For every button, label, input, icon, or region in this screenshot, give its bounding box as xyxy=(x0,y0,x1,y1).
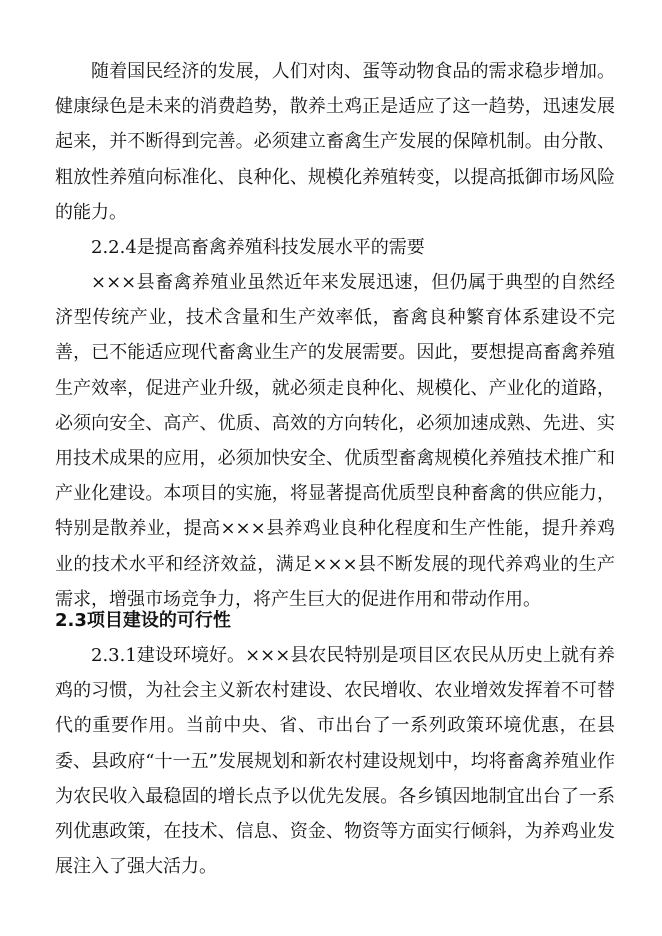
section-heading-2-3: 2.3项目建设的可行性 xyxy=(55,610,231,631)
paragraph-technology-level: ×××县畜禽养殖业虽然近年来发展迅速，但仍属于典型的自然经济型传统产业，技术含量和生产效率低，畜禽良种繁育体系建设不完善，已不能适应现代畜禽业生产的发展需要。因此，要想提高畜禽养殖生产效率，促进产业升级，就必须走良种化、规模化、产业化的道路，必须向安全、高产、优质、高效的方向转化，必须加速成熟、先进、实用技术成果的应用，必须加快安全、优质型畜禽规模化养殖技术推广和产业化建设。本项目的实施，将显著提高优质型良种畜禽的供应能力，特别是散养业，提高×××县养鸡业良种化程度和生产性能，提升养鸡业的技术水平和经济效益，满足×××县不断发展的现代养鸡业的生产需求，增强市场竞争力，将产生巨大的促进作用和带动作用。 xyxy=(55,272,615,610)
paragraph-consumer-demand: 随着国民经济的发展，人们对肉、蛋等动物食品的需求稳步增加。健康绿色是未来的消费趋势，散养土鸡正是适应了这一趋势，迅速发展起来，并不断得到完善。必须建立畜禽生产发展的保障机制。由分散、粗放性养殖向标准化、良种化、规模化养殖转变，以提高抵御市场风险的能力。 xyxy=(55,61,615,223)
paragraph-construction-environment: 2.3.1建设环境好。×××县农民特别是项目区农民从历史上就有养鸡的习惯，为社会主义新农村建设、农民增收、农业增效发挥着不可替代的重要作用。当前中央、省、市出台了一系列政策环境优惠，在县委、县政府“十一五”发展规划和新农村建设规划中，均将畜禽养殖业作为农民收入最稳固的增长点予以优先发展。各乡镇因地制宜出台了一系列优惠政策，在技术、信息、资金、物资等方面实行倾斜，为养鸡业发展注入了强大活力。 xyxy=(55,645,615,878)
subheading-2-2-4: 2.2.4是提高畜禽养殖科技发展水平的需要 xyxy=(91,237,425,258)
